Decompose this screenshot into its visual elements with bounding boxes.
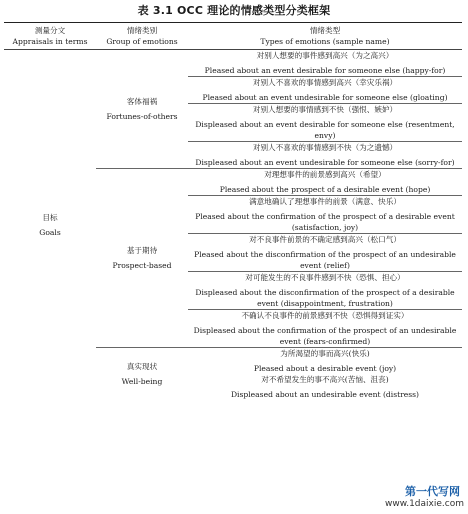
emotion-type-en: Displeased about the disconfirmation of the prospect of a desirable event (disappointment, frustration) bbox=[195, 288, 455, 308]
header-appraisal-en: Appraisals in terms bbox=[12, 37, 88, 46]
group-en: Well-being bbox=[121, 377, 163, 386]
group-cell-wellbeing bbox=[96, 348, 188, 401]
emotion-type-zh: 不确认不良事件的前景感到不快（恐惧得到证实） bbox=[241, 311, 409, 320]
group-en: Prospect-based bbox=[112, 261, 172, 270]
group-zh: 真实现状 bbox=[126, 362, 158, 371]
emotion-type-cell bbox=[188, 272, 462, 310]
emotion-type-en: Displeased about an event desirable for someone else (resentment, envy) bbox=[195, 120, 455, 140]
emotion-type-zh: 对别人不喜欢的事情感到不快（为之遗憾） bbox=[252, 143, 398, 152]
emotion-type-en: Displeased about the confirmation of the prospect of an undesirable event (fears-confirmed) bbox=[193, 326, 457, 346]
group-en: Fortunes-of-others bbox=[106, 112, 178, 121]
header-types bbox=[188, 23, 462, 50]
header-types-en: Types of emotions (sample name) bbox=[260, 37, 390, 46]
emotion-type-en: Pleased about the confirmation of the prospect of a desirable event (satisfaction, joy) bbox=[195, 212, 455, 232]
emotion-type-cell bbox=[188, 50, 462, 77]
header-group-zh: 情绪类别 bbox=[126, 26, 158, 35]
appraisal-en: Goals bbox=[39, 228, 61, 237]
header-group bbox=[96, 23, 188, 50]
table-row bbox=[4, 50, 462, 77]
emotion-type-zh: 对别人想要的事件感到高兴（为之高兴） bbox=[256, 51, 394, 60]
header-group-en: Group of emotions bbox=[106, 37, 178, 46]
emotion-type-cell bbox=[188, 310, 462, 348]
table-title: 表 3.1 OCC 理论的情感类型分类框架 bbox=[137, 4, 331, 17]
emotion-type-en: Displeased about an event undesirable for someone else (sorry-for) bbox=[195, 158, 455, 167]
group-cell-prospect bbox=[96, 169, 188, 348]
emotion-type-zh: 对不良事件前景的不确定感到高兴（松口气） bbox=[249, 235, 401, 244]
emotion-type-zh: 对不希望发生的事不高兴(苦恼、沮丧) bbox=[261, 375, 389, 384]
group-cell-fortunes bbox=[96, 50, 188, 169]
emotion-type-en: Pleased about the disconfirmation of the prospect of an undesirable event (relief) bbox=[194, 250, 456, 270]
header-appraisal bbox=[4, 23, 96, 50]
emotion-type-en: Displeased about an undesirable event (distress) bbox=[230, 390, 420, 399]
emotion-type-zh: 为所渴望的事而高兴(快乐) bbox=[280, 349, 370, 358]
group-zh: 客体福祸 bbox=[126, 97, 158, 106]
group-zh: 基于期待 bbox=[126, 246, 158, 255]
emotion-type-zh: 对别人不喜欢的事情感到高兴（幸灾乐祸） bbox=[252, 78, 398, 87]
emotion-type-cell bbox=[188, 104, 462, 142]
emotion-type-cell bbox=[188, 196, 462, 234]
emotion-type-cell bbox=[188, 374, 462, 400]
watermark-url: www.1daixie.com bbox=[384, 499, 464, 509]
emotion-type-cell bbox=[188, 348, 462, 375]
site-watermark bbox=[384, 482, 466, 512]
emotion-type-en: Pleased about the prospect of a desirable event (hope) bbox=[219, 185, 431, 194]
emotion-type-zh: 对理想事件的前景感到高兴（希望） bbox=[264, 170, 386, 179]
emotion-type-en: Pleased about a desirable event (joy) bbox=[253, 364, 397, 373]
emotion-type-en: Pleased about an event desirable for someone else (happy-for) bbox=[204, 66, 446, 75]
emotion-type-en: Pleased about an event undesirable for someone else (gloating) bbox=[202, 93, 448, 102]
appraisal-zh: 目标 bbox=[42, 213, 58, 222]
emotion-type-cell bbox=[188, 169, 462, 196]
emotion-type-cell bbox=[188, 234, 462, 272]
emotion-type-cell bbox=[188, 77, 462, 104]
watermark-title: 第一代写网 bbox=[405, 485, 460, 498]
emotion-type-cell bbox=[188, 142, 462, 169]
emotion-type-zh: 对可能发生的不良事件感到不快（恐惧、担心） bbox=[245, 273, 405, 282]
appraisal-cell bbox=[4, 50, 96, 401]
emotion-type-zh: 对别人想要的事情感到不快（强恨、嫉妒） bbox=[252, 105, 398, 114]
emotion-type-zh: 满意地确认了理想事件的前景（满意、快乐） bbox=[249, 197, 401, 206]
table-header-row bbox=[4, 23, 462, 50]
occ-emotion-table bbox=[4, 22, 462, 400]
header-types-zh: 情绪类型 bbox=[309, 26, 341, 35]
header-appraisal-zh: 测量分文 bbox=[34, 26, 66, 35]
